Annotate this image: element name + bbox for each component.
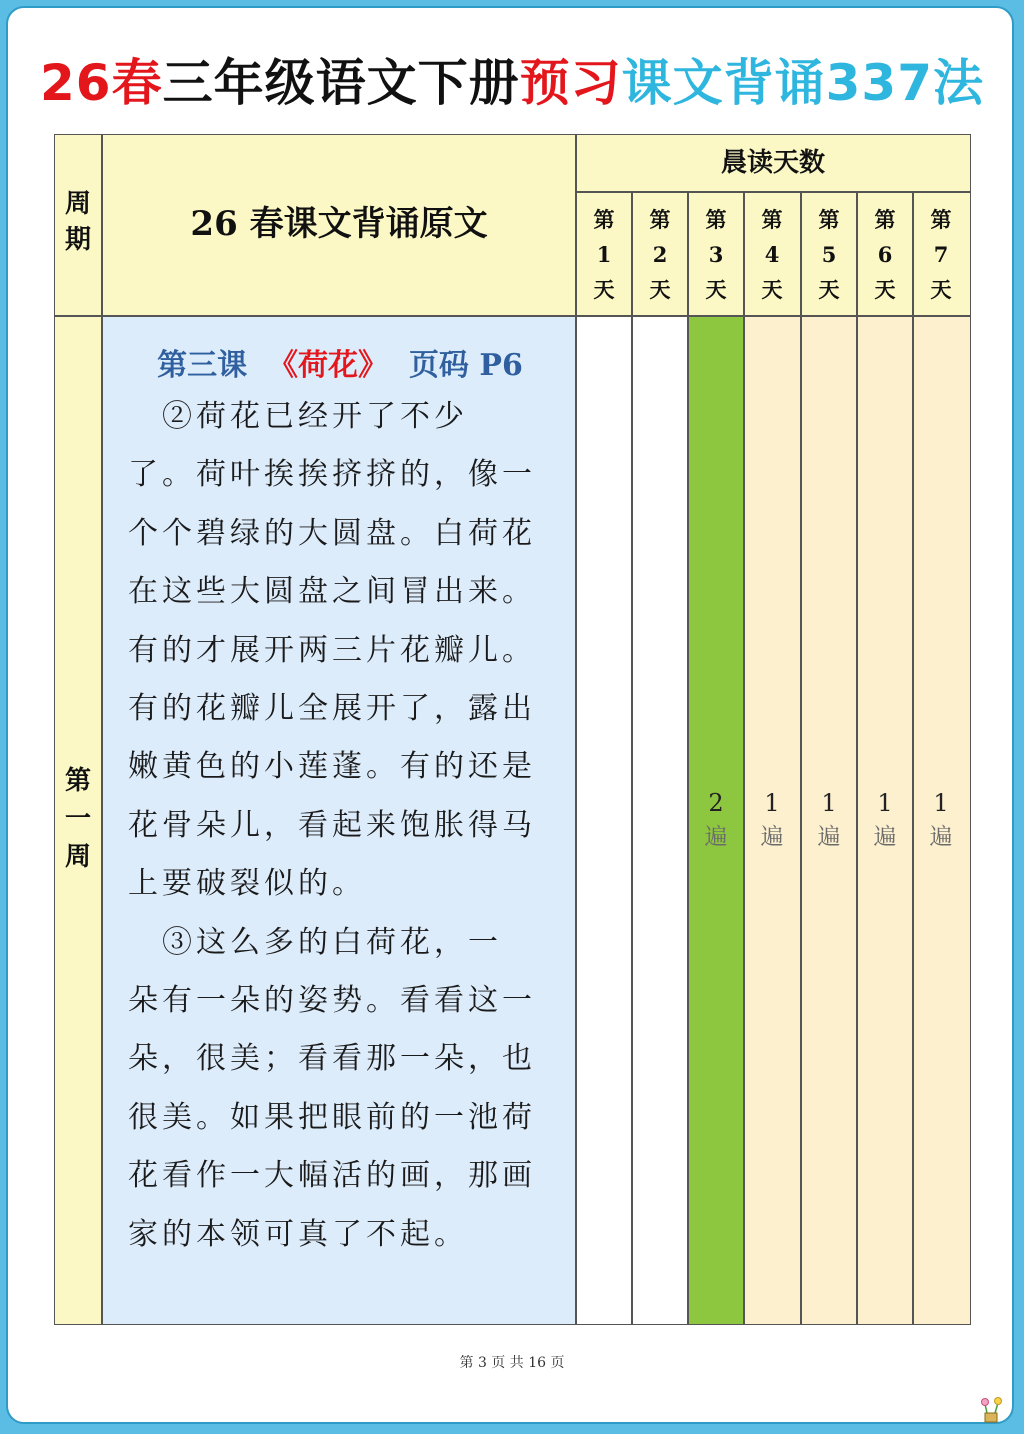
lesson-text-line: 很美。如果把眼前的一池荷 [128,1099,536,1135]
day-header-unit: 天 [818,277,840,302]
day-header-num: 5 [821,242,837,267]
lesson-text-line: 家的本领可真了不起。 [128,1216,468,1252]
lesson-text-line: ②荷花已经开了不少 [128,399,468,434]
lesson-text-line: 上要破裂似的。 [128,866,366,902]
count-unit: 遍 [704,824,728,850]
day-header-ord: 第 [705,207,727,232]
grid-line [54,315,970,317]
grid-line [800,191,802,1324]
grid-line [912,191,914,1324]
lesson-heading [104,340,576,384]
day-header-unit: 天 [761,277,783,302]
count-number: 1 [933,789,949,817]
day-header-ord: 第 [593,207,615,232]
day-2-header [632,202,688,307]
grid-line [687,191,689,1324]
count-number: 1 [877,789,893,817]
lesson-text-line: 有的才展开两三片花瓣儿。 [128,632,536,668]
day-header-num: 3 [708,242,724,267]
count-number: 1 [764,789,780,817]
lesson-text-line: 嫩黄色的小莲蓬。有的还是 [128,749,536,785]
day-header-unit: 天 [649,277,671,302]
count-number: 1 [821,789,837,817]
day-6-header [857,202,913,307]
day-5-reading-count [801,786,857,854]
lesson-text-line: 个个碧绿的大圆盘。白荷花 [128,515,536,551]
page-footer: 第 3 页 共 16 页 [459,1355,565,1371]
title-part-2: 三年级语文下册 [162,54,520,112]
flower-pot-icon [976,1394,1006,1424]
day-6-reading-count [857,786,913,854]
day-header-unit: 天 [705,277,727,302]
title-part-3: 预习 [519,54,622,112]
grid-line [575,134,577,1324]
day-header-unit: 天 [874,277,896,302]
day-header-ord: 第 [874,207,896,232]
day-4-header [744,202,800,307]
week-column-header [54,186,102,258]
day-header-unit: 天 [593,277,615,302]
grid-line [631,191,633,1324]
week-column-header-text: 周期 [64,189,91,255]
count-unit: 遍 [929,824,953,850]
lesson-number: 第三课 [157,348,248,383]
day-3-header [688,202,744,307]
day-header-ord: 第 [649,207,671,232]
title-part-1: 26春 [40,54,163,112]
day-header-num: 6 [877,242,893,267]
day-header-num: 7 [933,242,949,267]
page-title [0,50,1024,116]
count-number: 2 [708,789,724,817]
grid-line [101,134,103,1324]
text-column-header: 26 春课文背诵原文 [190,204,488,244]
week-label-text: 第一周 [64,766,91,872]
count-unit: 遍 [817,824,841,850]
day-header-ord: 第 [930,207,952,232]
lesson-text-line: 了。荷叶挨挨挤挤的，像一 [128,457,536,493]
day-header-ord: 第 [761,207,783,232]
day-5-header [801,202,857,307]
day-header-num: 1 [596,242,612,267]
lesson-text-line: 朵有一朵的姿势。看看这一 [128,983,536,1018]
title-part-4: 课文背诵337法 [621,54,984,112]
week-label [54,762,102,876]
lesson-text-line: ③这么多的白荷花，一 [128,924,502,960]
day-3-reading-count [688,786,744,854]
lesson-page: 页码 P6 [408,348,523,383]
count-unit: 遍 [873,824,897,850]
grid-line [856,191,858,1324]
day-header-num: 4 [764,242,780,267]
lesson-text-line: 花骨朵儿，看起来饱胀得马 [128,807,536,843]
lesson-text-line: 在这些大圆盘之间冒出来。 [128,574,536,610]
day-7-header [913,202,969,307]
day-header-ord: 第 [818,207,840,232]
day-1-header [576,202,632,307]
day-4-reading-count [744,786,800,854]
lesson-text-line: 花看作一大幅活的画，那画 [128,1158,536,1194]
lesson-text-line: 有的花瓣儿全展开了，露出 [128,691,536,726]
day-header-num: 2 [652,242,668,267]
day-7-reading-count [913,786,969,854]
grid-line [743,191,745,1324]
morning-days-header: 晨读天数 [720,148,825,178]
day-header-unit: 天 [930,277,952,302]
lesson-name: 《荷花》 [268,348,389,383]
grid-line [576,191,970,193]
lesson-text-line: 朵，很美；看看那一朵，也 [128,1041,536,1077]
count-unit: 遍 [760,824,784,850]
